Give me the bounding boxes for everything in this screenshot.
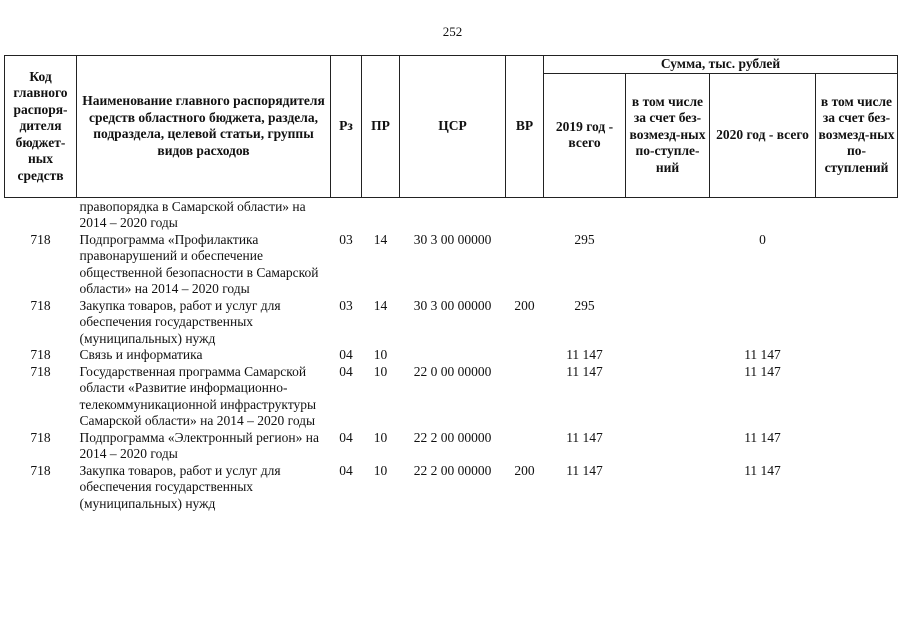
cell-pr: 14 [373,297,388,313]
cell-2019-free [626,430,710,463]
table-row [5,364,898,430]
cell-csr: 22 2 00 00000 [413,462,492,478]
cell-csr [400,347,506,364]
cell-pr: 10 [373,347,388,362]
cell-name: Подпрограмма «Профилактика правонарушений и обеспечение общественной безопасности в Самарской области» на 2014 – 2020 годы [79,231,319,296]
header-csr: ЦСР [400,56,506,198]
budget-table [4,55,898,512]
cell-vr [506,197,544,232]
cell-name: Закупка товаров, работ и услуг для обеспечения государственных (муниципальных) нужд [79,297,281,346]
cell-code: 718 [30,462,51,478]
cell-rz: 03 [339,231,353,247]
cell-code: 718 [30,297,51,313]
cell-rz: 04 [339,363,353,379]
cell-code: 718 [30,429,51,445]
cell-rz: 04 [339,347,353,362]
cell-vr: 200 [514,297,535,313]
cell-2019-total: 11 147 [566,347,603,362]
cell-2019-free [626,232,710,298]
cell-2019-total: 11 147 [566,462,603,478]
cell-name: правопорядка в Самарской области» на 2014 – 2020 годы [79,198,306,230]
cell-2019-free [626,364,710,430]
cell-pr: 10 [373,429,388,445]
header-2019-total: 2019 год - всего [544,73,626,197]
header-code: Код главного распоря-дителя бюджет-ных средств [5,56,77,198]
cell-pr: 10 [373,363,388,379]
cell-2020-free [816,232,898,298]
cell-pr: 10 [373,462,388,478]
table-row [5,347,898,364]
cell-2019-free [626,298,710,348]
cell-2019-total: 295 [574,231,595,247]
cell-2020-free [816,197,898,232]
header-2019-free: в том числе за счет без-возмезд-ных по-ступле-ний [626,73,710,197]
header-name: Наименование главного распорядителя средств областного бюджета, раздела, подраздела, целевой статьи, группы видов расходов [77,56,331,198]
cell-rz [331,197,362,232]
cell-2019-total: 11 147 [566,363,603,379]
cell-pr [362,197,400,232]
cell-vr: 200 [514,462,535,478]
cell-rz: 04 [339,429,353,445]
cell-code: 718 [30,231,51,247]
cell-name: Связь и информатика [79,347,203,362]
cell-2019-free [626,347,710,364]
table-row [5,430,898,463]
cell-name: Государственная программа Самарской области «Развитие информационно-телекоммуникационной инфраструктуры Самарской области» на 2014 – 2020 годы [79,363,317,428]
cell-2019-free [626,197,710,232]
header-2020-total: 2020 год - всего [710,73,816,197]
cell-rz: 03 [339,297,353,313]
cell-2020-total: 11 147 [744,429,781,445]
cell-code: 718 [30,347,51,362]
cell-2020-free [816,364,898,430]
cell-code: 718 [30,363,51,379]
header-pr: ПР [362,56,400,198]
cell-csr: 30 3 00 00000 [413,231,492,247]
cell-name: Подпрограмма «Электронный регион» на 2014 – 2020 годы [79,429,319,461]
cell-2020-total [710,197,816,232]
cell-2020-total: 11 147 [744,462,781,478]
cell-2019-total: 11 147 [566,429,603,445]
header-vr: ВР [506,56,544,198]
cell-2020-total: 11 147 [744,347,781,362]
cell-csr: 30 3 00 00000 [413,297,492,313]
cell-2020-free [816,298,898,348]
cell-2020-free [816,347,898,364]
cell-2020-free [816,430,898,463]
cell-code [5,197,77,232]
cell-2020-total: 0 [759,231,766,247]
table-row [5,232,898,298]
cell-rz: 04 [339,462,353,478]
cell-2019-total: 295 [574,297,595,313]
table-row [5,463,898,513]
cell-pr: 14 [373,231,388,247]
cell-2019-total [544,197,626,232]
page-number: 252 [442,24,463,39]
table-row [5,298,898,348]
cell-vr [506,232,544,298]
cell-2019-free [626,463,710,513]
cell-2020-total [710,298,816,348]
cell-vr [506,347,544,364]
cell-2020-total: 11 147 [744,363,781,379]
cell-2020-free [816,463,898,513]
cell-csr [400,197,506,232]
cell-csr: 22 2 00 00000 [413,429,492,445]
cell-name: Закупка товаров, работ и услуг для обеспечения государственных (муниципальных) нужд [79,462,281,511]
table-row [5,197,898,232]
cell-vr [506,364,544,430]
cell-vr [506,430,544,463]
header-rz: Рз [331,56,362,198]
header-2020-free: в том числе за счет без-возмезд-ных по-ступлений [816,73,898,197]
cell-csr: 22 0 00 00000 [413,363,492,379]
header-sum: Сумма, тыс. рублей [544,56,898,74]
